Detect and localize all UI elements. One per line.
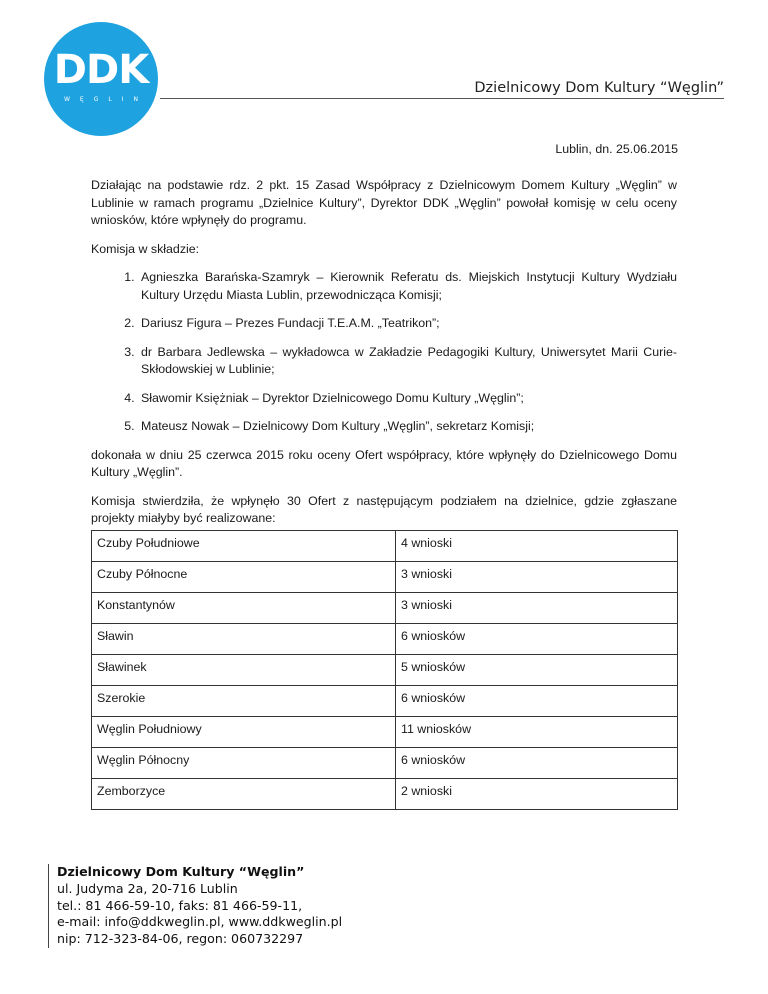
district-name: Czuby Północne	[92, 562, 396, 593]
document-date: Lublin, dn. 25.06.2015	[555, 142, 678, 156]
committee-member: 4. Sławomir Księżniak – Dyrektor Dzielnicowego Domu Kultury „Węglin”;	[138, 390, 677, 408]
district-name: Czuby Południowe	[92, 531, 396, 562]
summary-paragraph: Komisja stwierdziła, że wpłynęło 30 Ofert z następującym podziałem na dzielnice, gdzie zgłaszane projekty miałyby być realizowane:	[91, 493, 677, 525]
district-count: 3 wnioski	[396, 593, 678, 624]
footer-phones: tel.: 81 466-59-10, faks: 81 466-59-11,	[57, 897, 303, 913]
district-count: 4 wnioski	[396, 531, 678, 562]
footer-org-name: Dzielnicowy Dom Kultury “Węglin”	[57, 864, 305, 879]
district-count: 5 wniosków	[396, 655, 678, 686]
footer-address: ul. Judyma 2a, 20-716 Lublin	[57, 880, 238, 896]
footer-ids: nip: 712-323-84-06, regon: 060732297	[57, 931, 304, 947]
ddk-logo	[44, 22, 158, 136]
districts-table	[91, 530, 678, 810]
intro-paragraph: Działając na podstawie rdz. 2 pkt. 15 Zasad Współpracy z Dzielnicowym Domem Kultury „Węglin” w Lublinie w ramach programu „Dzielnice Kultury”, Dyrektor DDK „Węglin” powołał komisję w celu oceny wniosków, które wpłynęły do programu.	[91, 178, 677, 227]
header-title: Dzielnicowy Dom Kultury “Węglin”	[474, 80, 724, 96]
footer-contact	[48, 864, 342, 948]
committee-member: 3. dr Barbara Jedlewska – wykładowca w Zakładzie Pedagogiki Kultury, Uniwersytet Marii Curie-Skłodowskiej w Lublinie;	[138, 344, 677, 379]
footer-email-web: e-mail: info@ddkweglin.pl, www.ddkweglin.pl	[57, 914, 343, 930]
district-count: 11 wniosków	[396, 717, 678, 748]
logo-subtext: WĘGLIN	[64, 96, 148, 103]
committee-member: 5. Mateusz Nowak – Dzielnicowy Dom Kultury „Węglin”, sekretarz Komisji;	[138, 418, 677, 436]
table-row	[92, 624, 678, 655]
logo-text: DDK	[53, 47, 149, 93]
district-name: Sławin	[92, 624, 396, 655]
evaluation-paragraph: dokonała w dniu 25 czerwca 2015 roku oceny Ofert współpracy, które wpłynęły do Dzielnicowego Domu Kultury „Węglin”.	[91, 447, 677, 479]
committee-member: 1. Agnieszka Barańska-Szamryk – Kierownik Referatu ds. Miejskich Instytucji Kultury Wydziału Kultury Urzędu Miasta Lublin, przewodnicząca Komisji;	[138, 269, 677, 304]
table-row	[92, 686, 678, 717]
document-body	[91, 177, 677, 539]
district-count: 6 wniosków	[396, 686, 678, 717]
district-name: Konstantynów	[92, 593, 396, 624]
committee-list	[91, 269, 677, 436]
table-row	[92, 593, 678, 624]
district-name: Węglin Południowy	[92, 717, 396, 748]
district-count: 6 wniosków	[396, 748, 678, 779]
committee-heading: Komisja w składzie:	[91, 241, 200, 256]
district-name: Węglin Północny	[92, 748, 396, 779]
table-row	[92, 717, 678, 748]
district-count: 2 wnioski	[396, 779, 678, 810]
district-name: Sławinek	[92, 655, 396, 686]
table-row	[92, 748, 678, 779]
district-count: 3 wnioski	[396, 562, 678, 593]
district-count: 6 wniosków	[396, 624, 678, 655]
table-row	[92, 655, 678, 686]
table-row	[92, 779, 678, 810]
table-row	[92, 531, 678, 562]
committee-member: 2. Dariusz Figura – Prezes Fundacji T.E.A.M. „Teatrikon”;	[138, 315, 677, 333]
district-name: Szerokie	[92, 686, 396, 717]
district-name: Zemborzyce	[92, 779, 396, 810]
header-divider	[160, 98, 724, 99]
table-row	[92, 562, 678, 593]
